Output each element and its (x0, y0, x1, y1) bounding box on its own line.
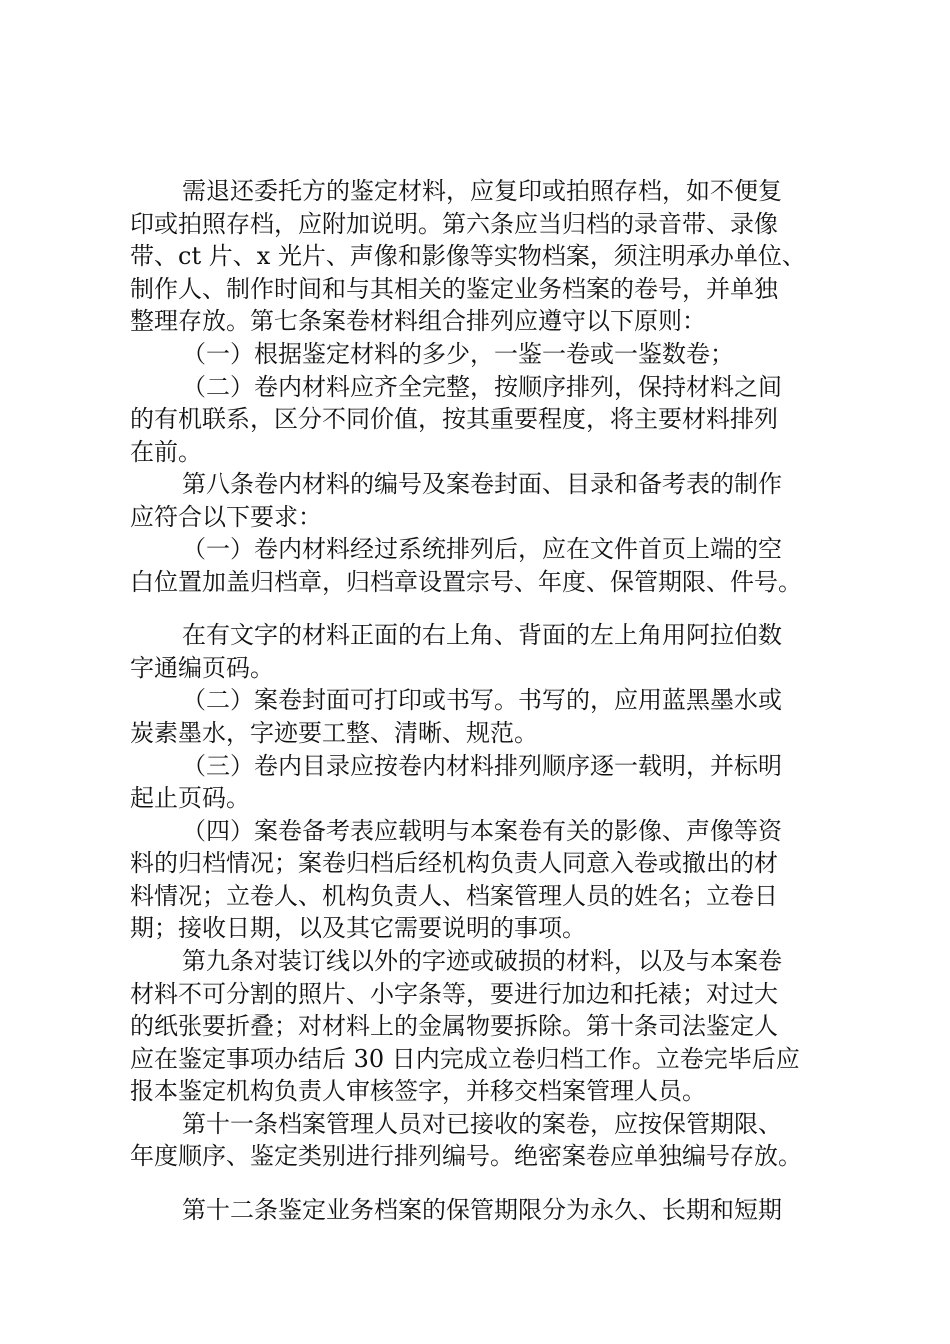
text-line: （三）卷内目录应按卷内材料排列顺序逐一载明，并标明 (182, 752, 782, 780)
text-line: 第八条卷内材料的编号及案卷封面、目录和备考表的制作 (182, 470, 782, 498)
text-line: （一）根据鉴定材料的多少，一鉴一卷或一鉴数卷； (182, 340, 734, 368)
text-line: 在前。 (130, 438, 202, 466)
text-line: 整理存放。第七条案卷材料组合排列应遵守以下原则： (130, 307, 706, 335)
text-line: （四）案卷备考表应载明与本案卷有关的影像、声像等资 (182, 817, 782, 845)
text-line: 字通编页码。 (130, 654, 274, 682)
text-line: 报本鉴定机构负责人审核签字，并移交档案管理人员。 (130, 1077, 706, 1105)
text-line: （二）案卷封面可打印或书写。书写的，应用蓝黑墨水或 (182, 686, 782, 714)
text-line: 第十二条鉴定业务档案的保管期限分为永久、长期和短期 (182, 1196, 782, 1224)
text-line: 料情况；立卷人、机构负责人、档案管理人员的姓名；立卷日 (130, 882, 778, 910)
text-line: 白位置加盖归档章，归档章设置宗号、年度、保管期限、件号。 (130, 568, 802, 596)
text-line: 材料不可分割的照片、小字条等，要进行加边和托裱；对过大 (130, 980, 778, 1008)
text-line: 期；接收日期，以及其它需要说明的事项。 (130, 914, 586, 942)
text-line: （一）卷内材料经过系统排列后，应在文件首页上端的空 (182, 535, 782, 563)
text-line: 的纸张要折叠；对材料上的金属物要拆除。第十条司法鉴定人 (130, 1012, 778, 1040)
text-line: 起止页码。 (130, 784, 250, 812)
text-line: 应在鉴定事项办结后 30 日内完成立卷归档工作。立卷完毕后应 (130, 1045, 800, 1073)
text-line: 制作人、制作时间和与其相关的鉴定业务档案的卷号，并单独 (130, 275, 778, 303)
text-line: 第十一条档案管理人员对已接收的案卷，应按保管期限、 (182, 1110, 782, 1138)
text-line: 需退还委托方的鉴定材料，应复印或拍照存档，如不便复 (182, 177, 782, 205)
text-line: 应符合以下要求： (130, 503, 322, 531)
text-line: 第九条对装订线以外的字迹或破损的材料，以及与本案卷 (182, 947, 782, 975)
text-line: 印或拍照存档，应附加说明。第六条应当归档的录音带、录像 (130, 210, 778, 238)
text-line: 年度顺序、鉴定类别进行排列编号。绝密案卷应单独编号存放。 (130, 1142, 802, 1170)
text-line: 在有文字的材料正面的右上角、背面的左上角用阿拉伯数 (182, 621, 782, 649)
text-line: 料的归档情况；案卷归档后经机构负责人同意入卷或撤出的材 (130, 849, 778, 877)
text-line: （二）卷内材料应齐全完整，按顺序排列，保持材料之间 (182, 373, 782, 401)
text-line: 带、ct 片、x 光片、声像和影像等实物档案，须注明承办单位、 (130, 242, 806, 270)
text-line: 炭素墨水，字迹要工整、清晰、规范。 (130, 719, 538, 747)
text-line: 的有机联系，区分不同价值，按其重要程度，将主要材料排列 (130, 405, 778, 433)
